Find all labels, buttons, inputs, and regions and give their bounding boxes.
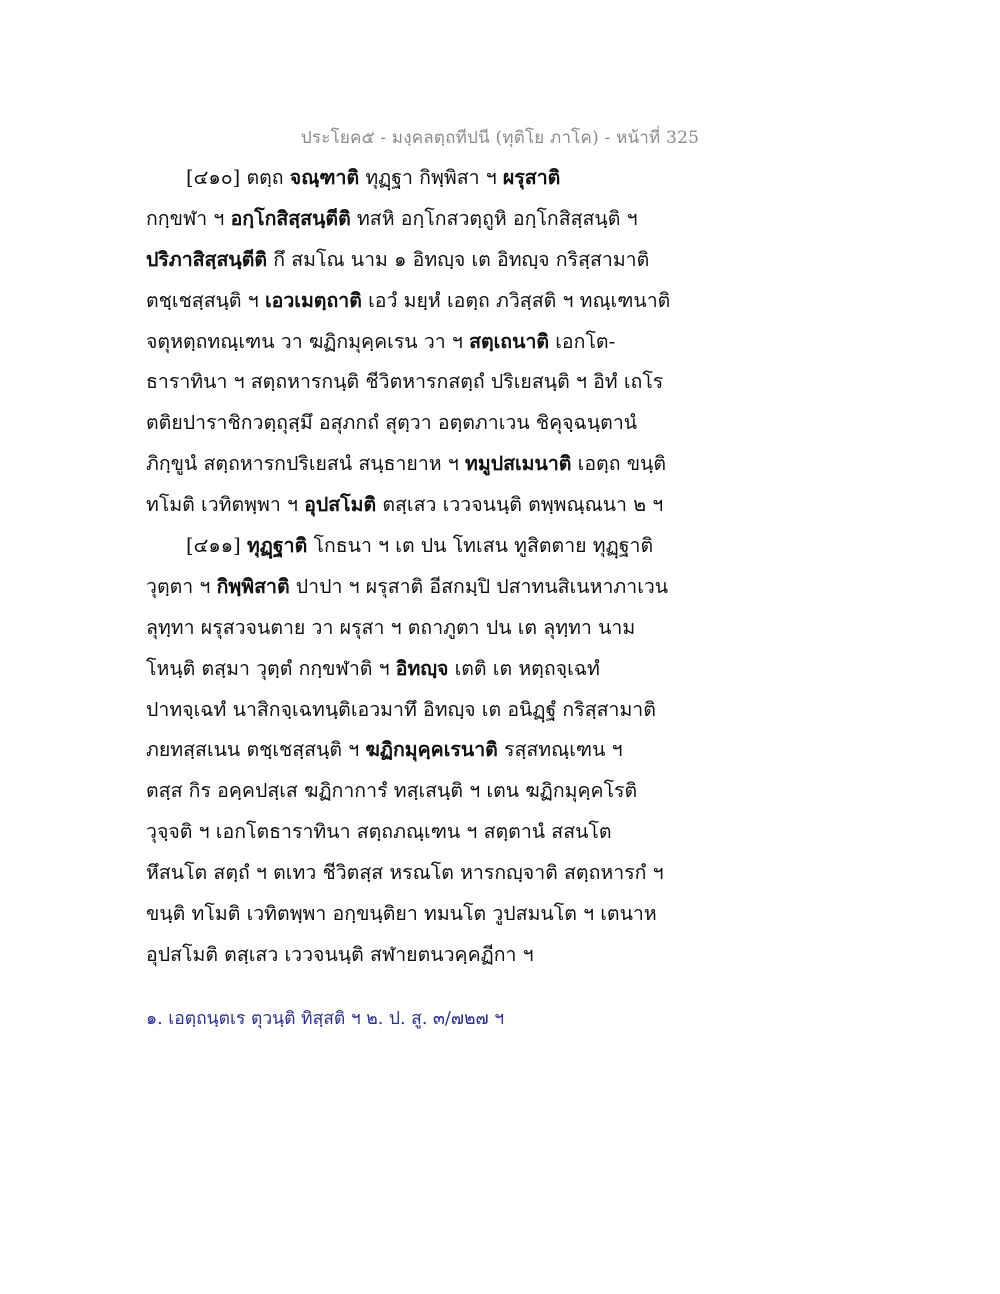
text-segment: ภิกฺขูนํ สตฺถหารกปริเยสนํ สนฺธายาห ฯ <box>146 452 466 476</box>
text-line <box>146 935 726 976</box>
text-line <box>146 526 726 567</box>
text-line <box>146 240 726 281</box>
text-segment: ทสหิ อกฺโกสวตฺถูหิ อกฺโกสิสฺสนฺติ ฯ <box>350 206 638 230</box>
bold-term: จณฺฑาติ <box>289 166 360 189</box>
text-segment: ตสฺเสว เววจนนฺติ ตพฺพณฺณนา ๒ ฯ <box>376 493 664 517</box>
text-line <box>146 444 726 485</box>
text-segment: เอกโต- <box>549 329 616 353</box>
text-line <box>146 771 726 812</box>
text-segment: โกธนา ฯ เต ปน โทเสน ทูสิตตาย ทุฏฺฐาติ <box>307 534 654 558</box>
text-segment: ขนฺติ ทโมติ เวทิตพฺพา อกฺขนฺติยา ทมนโต วูปสมนโต ฯ เตนาห <box>146 902 657 926</box>
text-segment: เตติ เต หตฺถจฺเฉทํ <box>448 656 600 680</box>
bold-term: อุปสโมติ <box>304 493 377 517</box>
text-segment: วุตฺตา ฯ <box>146 574 217 598</box>
text-segment: ทโมติ เวทิตพฺพา ฯ <box>146 493 305 517</box>
text-segment: อุปสโมติ ตสฺเสว เววจนนฺติ สฬายตนวคฺคฏีกา ฯ <box>146 942 534 966</box>
text-line <box>146 730 726 771</box>
text-segment: ปาทจฺเฉทํ นาสิกจฺเฉทนฺติเอวมาทึ อิทญฺจ เต อนิฏฺฐํ กริสฺสามาติ <box>146 697 656 721</box>
text-segment: ทุฏฺฐา กิพฺพิสา ฯ <box>359 166 503 189</box>
text-line <box>146 649 726 690</box>
running-header: ประโยค๕ - มงฺคลตฺถทีปนี (ทุติโย ภาโค) - หน้าที่ 325 <box>300 128 700 148</box>
text-line <box>146 281 726 322</box>
text-segment: ธาราทินา ฯ สตฺถหารกนฺติ ชีวิตหารกสตฺถํ ปริเยสนฺติ ฯ อิทํ เถโร <box>146 370 664 394</box>
text-segment: ภยทสฺสเนน ตชฺเชสฺสนฺติ ฯ <box>146 738 366 762</box>
text-segment: ปาปา ฯ ผรุสาติ อีสกมฺปิ ปสาทนสิเนหาภาเวน <box>289 574 669 598</box>
text-line <box>146 853 726 894</box>
text-line <box>146 403 726 444</box>
text-segment: ตชฺเชสฺสนฺติ ฯ <box>146 288 265 312</box>
text-segment: ลุทฺทา ผรุสวจนตาย วา ผรุสา ฯ ตถาภูตา ปน เต ลุทฺทา นาม <box>146 615 636 639</box>
text-line <box>146 608 726 649</box>
text-line <box>146 894 726 935</box>
text-segment: [๔๑๐] ตตฺถ <box>186 166 290 189</box>
footnotes: ๑. เอตฺถนฺตเร ตุวนฺติ ทิสฺสติ ฯ ๒. ป. สู. ๓/๗๒๗ ฯ <box>146 1009 505 1029</box>
text-segment: โหนฺติ ตสฺมา วุตฺตํ กกฺขฬาติ ฯ <box>146 656 396 680</box>
text-segment: กึ สมโณ นาม ๑ อิทญฺจ เต อิทญฺจ กริสฺสามาติ <box>267 247 650 271</box>
text-line <box>146 690 726 731</box>
bold-term: กิพฺพิสาติ <box>216 574 290 598</box>
bold-term: เอวเมตฺถาติ <box>264 288 362 312</box>
text-line <box>146 322 726 363</box>
text-line <box>146 485 726 526</box>
text-line <box>146 158 726 199</box>
text-segment: รสฺสทณฺเฑน ฯ <box>497 738 623 762</box>
bold-term: ทุฏฺฐาติ <box>246 534 308 558</box>
text-segment: หึสนโต สตฺถํ ฯ ตเทว ชีวิตสฺส หรณโต หารกญฺจาติ สตฺถหารกํ ฯ <box>146 861 664 885</box>
bold-term: อกฺโกสิสฺสนฺตีติ <box>230 206 351 230</box>
text-segment: วุจฺจติ ฯ เอกโตธาราทินา สตฺถภณฺเฑน ฯ สตฺตานํ สสนโต <box>146 820 612 844</box>
text-segment: [๔๑๑] <box>186 534 247 558</box>
bold-term: สตฺเถนาติ <box>469 329 550 353</box>
bold-term: ปริภาสิสฺสนฺตีติ <box>146 247 268 271</box>
text-segment: ตสฺส กิร อคฺคปสฺเส ฆฏิกาการํ ทสฺเสนฺติ ฯ เตน ฆฏิกมุคฺคโรติ <box>146 779 638 803</box>
text-line <box>146 199 726 240</box>
bold-term: ฆฏิกมุคฺคเรนาติ <box>365 738 498 762</box>
bold-term: ผรุสาติ <box>502 166 561 189</box>
body-text <box>146 158 726 976</box>
text-segment: เอตฺถ ขนฺติ <box>571 452 667 476</box>
text-line <box>146 812 726 853</box>
bold-term: อิทญฺจ <box>395 656 449 680</box>
text-segment: ตติยปาราชิกวตฺถุสฺมึ อสุภกถํ สุตฺวา อตฺตภาเวน ชิคุจฺฉนฺตานํ <box>146 411 638 435</box>
text-line <box>146 362 726 403</box>
bold-term: ทมูปสเมนาติ <box>465 452 572 476</box>
text-line <box>146 567 726 608</box>
text-segment: เอวํ มยฺหํ เอตฺถ ภวิสฺสติ ฯ ทณฺเฑนาติ <box>361 288 671 312</box>
text-segment: กกฺขฬา ฯ <box>146 206 231 230</box>
text-segment: จตุหตฺถทณฺเฑน วา ฆฏิกมุคฺคเรน วา ฯ <box>146 329 470 353</box>
